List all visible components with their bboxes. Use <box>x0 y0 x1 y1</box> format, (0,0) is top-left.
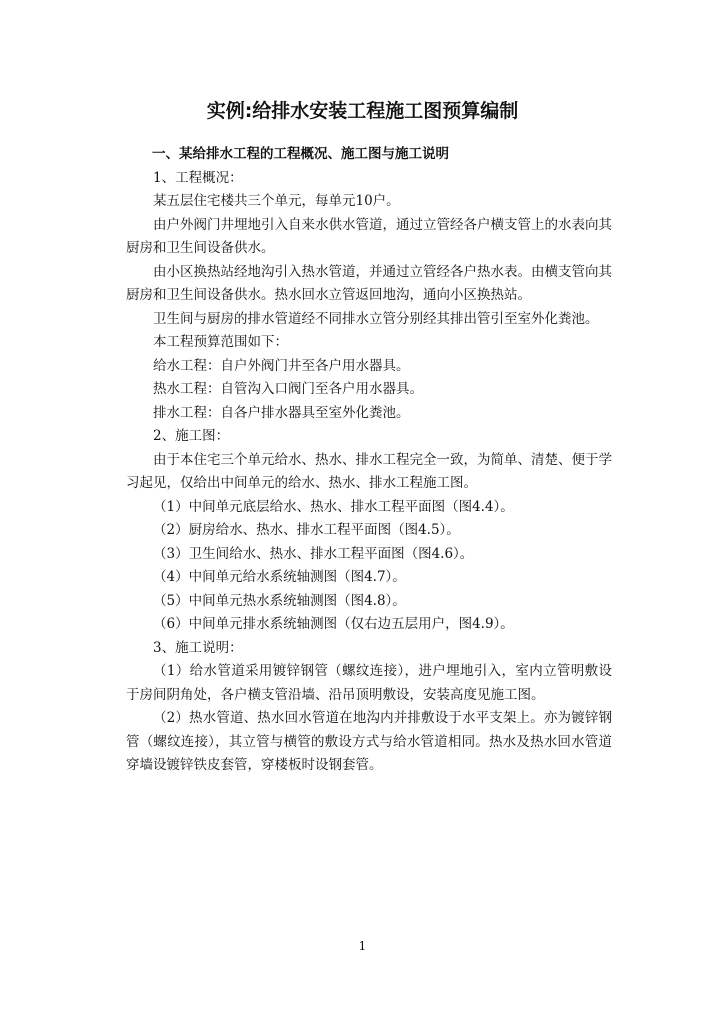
document-title: 实例:给排水安装工程施工图预算编制 <box>206 100 519 122</box>
note-item-2: （2）热水管道、热水回水管道在地沟内并排敷设于水平支架上。亦为镀锌钢管（螺纹连接），其立管与横管的敷设方式与给水管道相同。热水及热水回水管道穿墙设镀锌铁皮套管，穿楼板时设钢套管。 <box>126 710 612 773</box>
drawing-item-4: （4）中间单元给水系统轴测图（图4.7）。 <box>153 569 406 585</box>
drawing-item-5: （5）中间单元热水系统轴测图（图4.8）。 <box>153 592 406 609</box>
subsection-heading-drawings: 2、施工图： <box>153 428 230 444</box>
document-body <box>126 143 612 778</box>
paragraph-scope-drainage: 排水工程：自各户排水器具至室外化粪池。 <box>153 404 410 421</box>
subsection-heading-notes: 3、施工说明： <box>153 639 243 656</box>
paragraph-building: 某五层住宅楼共三个单元，每单元10户。 <box>153 193 400 209</box>
drawing-item-3: （3）卫生间给水、热水、排水工程平面图（图4.6）。 <box>153 545 474 562</box>
section-heading: 一、某给排水工程的工程概况、施工图与施工说明 <box>152 146 449 162</box>
drawing-item-1: （1）中间单元底层给水、热水、排水工程平面图（图4.4）。 <box>153 498 514 515</box>
drawing-item-6: （6）中间单元排水系统轴测图（仅右边五层用户，图4.9）。 <box>153 616 514 632</box>
paragraph-water-supply: 由户外阀门井埋地引入自来水供水管道，通过立管经各户横支管上的水表向其厨房和卫生间设备供水。 <box>126 216 612 256</box>
note-item-1: （1）给水管道采用镀锌钢管（螺纹连接），进户埋地引入，室内立管明敷设于房间阴角处，各户横支管沿墙、沿吊顶明敷设，安装高度见施工图。 <box>126 663 612 703</box>
page-number: 1 <box>358 939 367 953</box>
paragraph-drawings-intro: 由于本住宅三个单元给水、热水、排水工程完全一致，为简单、清楚、便于学习起见，仅给出中间单元的给水、热水、排水工程施工图。 <box>126 451 612 491</box>
paragraph-hot-water: 由小区换热站经地沟引入热水管道，并通过立管经各户热水表。由横支管向其厨房和卫生间设备供水。热水回水立管返回地沟，通向小区换热站。 <box>126 263 612 303</box>
drawing-item-2: （2）厨房给水、热水、排水工程平面图（图4.5）。 <box>153 522 460 538</box>
paragraph-scope-intro: 本工程预算范围如下： <box>153 334 288 350</box>
subsection-heading-overview: 1、工程概况： <box>153 169 243 186</box>
paragraph-scope-water: 给水工程：自户外阀门井至各户用水器具。 <box>153 357 410 374</box>
paragraph-drainage: 卫生间与厨房的排水管道经不同排水立管分别经其排出管引至室外化粪池。 <box>153 310 599 327</box>
paragraph-scope-hot-water: 热水工程：自管沟入口阀门至各户用水器具。 <box>153 381 423 397</box>
